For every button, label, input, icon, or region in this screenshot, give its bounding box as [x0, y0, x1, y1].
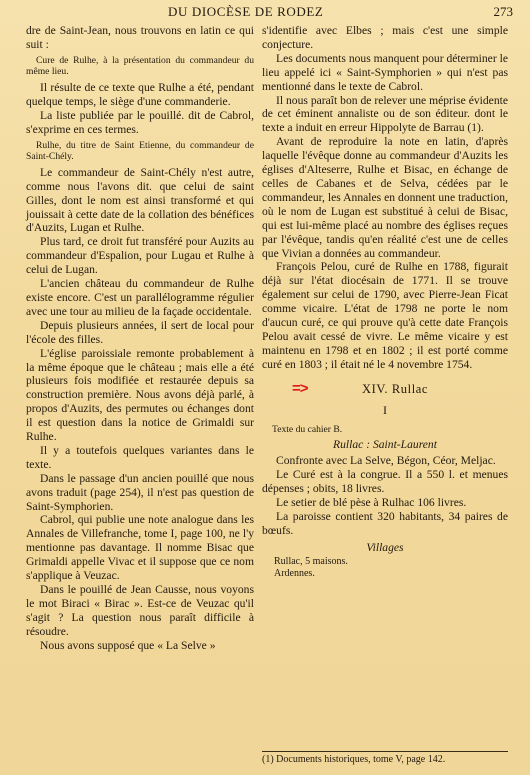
section-title: XIV. Rullac [362, 381, 429, 396]
source-label: Texte du cahier B. [272, 423, 343, 435]
paragraph: Avant de reproduire la note en latin, d'après laquelle l'évêque donne au commandeur d'Auzits les églises d'Alteserre, Rulhe et Bisac, en échange de celles de Cabanes et de Selva, cédées par le commandeur, les Annales en donnent une traduction, où le nom de Lugan est substitué à celui de Bisac, qui est lui-même placé au nombre des églises reçues par l'évêque, tandis qu'en réalité c'est une de celles que Vivian a données au commandeur. [262, 135, 508, 260]
paragraph: Il y a toutefois quelques variantes dans le texte. [26, 443, 254, 471]
village-item: Ardennes. [274, 568, 315, 580]
paragraph: Plus tard, ce droit fut transféré pour Auzits au commandeur d'Espalion, pour Lugau et Rulhe à celui de Lugan. [26, 235, 254, 277]
parish-name: Rullac : Saint-Laurent [333, 438, 437, 452]
header-title: DU DIOCÈSE DE RODEZ [168, 4, 324, 19]
quotation: Rulhe, du titre de Saint Etienne, du commandeur de Saint-Chély. [26, 139, 254, 163]
red-arrow-marker: => [292, 379, 308, 397]
paragraph: Le Curé est à la congrue. Il a 550 l. et menues dépenses ; obits, 18 livres. [262, 467, 508, 495]
roman-numeral: I [383, 402, 387, 417]
section-heading [262, 379, 508, 400]
page-number: 273 [493, 4, 513, 19]
left-column [26, 24, 254, 653]
village-item: Rullac, 5 maisons. [274, 556, 348, 568]
paragraph: François Pelou, curé de Rulhe en 1788, figurait déjà sur l'état diocésain de 1771. Il se trouve également sur celui de 1790, avec Pierre-Jean Ficat comme vicaire. L'état de 1798 ne porte le nom d'aucun curé, ce qui prouve qu'à cette date François Pelou avait cessé de vivre. Le même vicaire y est maintenu en 1798 et en 1802 ; il est porté comme curé en 1803 ; il était né le 4 novembre 1754. [262, 260, 508, 371]
paragraph: Le setier de blé pèse à Rulhac 106 livres. [276, 495, 467, 509]
paragraph: Les documents nous manquent pour déterminer le lieu appelé ici « Saint-Symphorien » qui n'est pas mentionné dans le texte de Cabrol. [262, 51, 508, 93]
paragraph: s'identifie avec Elbes ; mais c'est une simple conjecture. [262, 24, 508, 51]
quotation: Cure de Rulhe, à la présentation du commandeur du même lieu. [26, 54, 254, 78]
paragraph: Nous avons supposé que « La Selve » [40, 638, 216, 652]
paragraph: Depuis plusieurs années, il sert de local pour l'école des filles. [26, 318, 254, 346]
paragraph: dre de Saint-Jean, nous trouvons en latin ce qui suit : [26, 24, 254, 51]
paragraph: Il résulte de ce texte que Rulhe a été, pendant quelque temps, le siège d'une commanderie. [26, 81, 254, 108]
paragraph: Cabrol, qui publie une note analogue dans les Annales de Villefranche, tome I, page 100, ne l'y mentionne pas davantage. Il nomme Bisac que Grimaldi appelle Vivac et il suppose que ce nom s'applique à Veuzac. [26, 513, 254, 583]
paragraph: Confronte avec La Selve, Bégon, Céor, Meljac. [276, 454, 496, 468]
paragraph: L'église paroissiale remonte probablement à la même époque que le château ; mais elle a été plusieurs fois modifiée et restaurée depuis sa construction première. Nous avons déjà parlé, à propos d'Auzits, des permutes ou échanges dont il est question dans la notice de Grimaldi sur Rulhe. [26, 346, 254, 444]
paragraph: Le commandeur de Saint-Chély n'est autre, comme nous l'avons dit. que celui de saint Gilles, dont le nom est ainsi transformé et qui jouissait à cette date de la collation des bénéfices d'Auzits, Lugan et Rulhe. [26, 165, 254, 235]
paragraph: Dans le pouillé de Jean Causse, nous voyons le mot Biraci « Birac ». Est-ce de Veuzac qu'il s'agit ? La question nous paraît difficile à résoudre. [26, 583, 254, 638]
paragraph: La liste publiée par le pouillé. dit de Cabrol, s'exprime en ces termes. [26, 108, 254, 136]
right-column [262, 24, 508, 580]
villages-heading: Villages [366, 540, 404, 554]
paragraph: La paroisse contient 320 habitants, 34 paires de bœufs. [262, 509, 508, 537]
paragraph: Il nous paraît bon de relever une méprise évidente de cet éminent annaliste ou de son éditeur. dont le texte a induit en erreur Hippolyte de Barrau (1). [262, 93, 508, 135]
running-header [0, 4, 530, 22]
paragraph: Dans le passage d'un ancien pouillé que nous avons traduit (page 254), il n'est pas question de Saint-Symphorien. [26, 471, 254, 513]
paragraph: L'ancien château du commandeur de Rulhe existe encore. C'est un parallélogramme régulier avec une tour au milieu de la façade occidentale. [26, 277, 254, 318]
footnote: (1) Documents historiques, tome V, page 142. [262, 751, 508, 765]
